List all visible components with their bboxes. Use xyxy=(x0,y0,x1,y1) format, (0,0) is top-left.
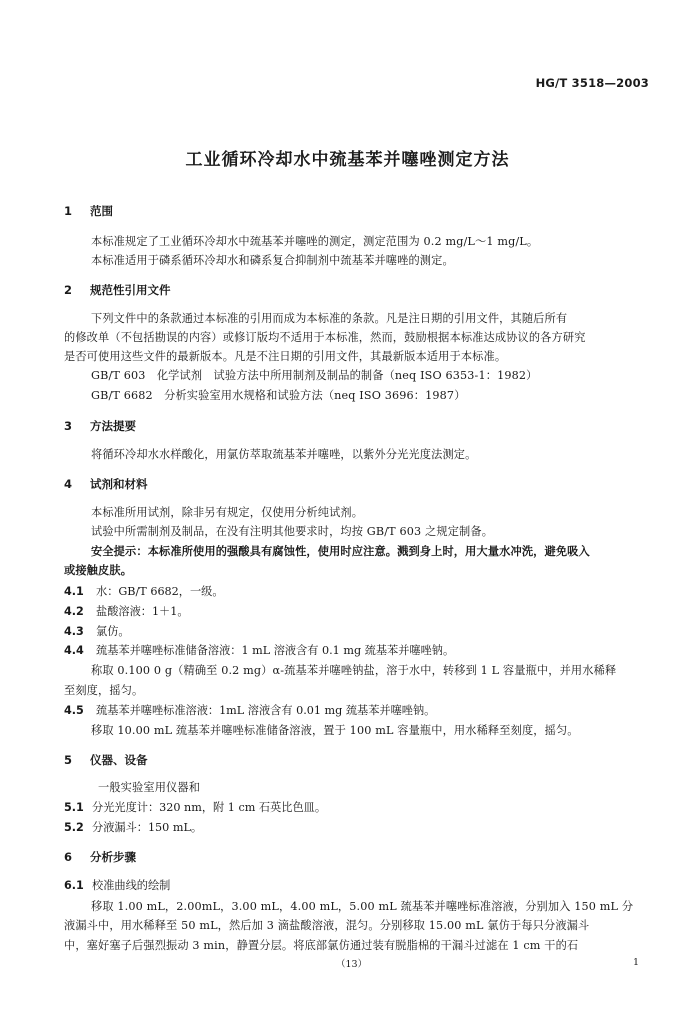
section-number: 3 xyxy=(64,419,73,433)
paragraph: 本标准适用于磷系循环冷却水和磷系复合抑制剂中巯基苯并噻唑的测定。 xyxy=(91,254,454,267)
section-6-heading xyxy=(64,849,136,865)
document-title: 工业循环冷却水中巯基苯并噻唑测定方法 xyxy=(185,150,510,170)
section-4-heading xyxy=(64,476,148,492)
clause-text: 巯基苯并噻唑标准溶液：1mL 溶液含有 0.01 mg 巯基苯并噻唑钠。 xyxy=(96,704,436,717)
footer-page-code: （13） xyxy=(336,959,368,970)
paragraph: 本标准规定了工业循环冷却水中巯基苯并噻唑的测定，测定范围为 0.2 mg/L～1 mg/L。 xyxy=(91,235,539,248)
clause-number: 4.5 xyxy=(64,704,84,717)
reference-item: GB/T 603 化学试剂 试验方法中所用制剂及制品的制备（neq ISO 6353-1：1982） xyxy=(91,369,538,382)
section-1-heading xyxy=(64,203,113,219)
section-number: 1 xyxy=(64,204,73,218)
page-number: 1 xyxy=(633,957,640,968)
clause-4-1 xyxy=(64,583,224,599)
paragraph: 移取 10.00 mL 巯基苯并噻唑标准储备溶液，置于 100 mL 容量瓶中，用水稀释至刻度，摇匀。 xyxy=(91,724,579,737)
clause-6-1 xyxy=(64,877,170,893)
standard-number: HG/T 3518—2003 xyxy=(535,76,649,90)
paragraph-line: 的修改单（不包括勘误的内容）或修订版均不适用于本标准，然而，鼓励根据本标准达成协议的各方研究 xyxy=(64,331,586,344)
clause-number: 4.1 xyxy=(64,585,84,598)
paragraph: 本标准所用试剂，除非另有规定，仅使用分析纯试剂。 xyxy=(91,506,364,519)
paragraph: 一般实验室用仪器和 xyxy=(98,781,201,794)
clause-4-3 xyxy=(64,623,130,639)
section-title: 分析步骤 xyxy=(90,850,136,864)
section-title: 试剂和材料 xyxy=(90,477,148,491)
paragraph: 将循环冷却水水样酸化，用氯仿萃取巯基苯并噻唑，以紫外分光光度法测定。 xyxy=(91,448,477,461)
section-number: 2 xyxy=(64,283,73,297)
clause-number: 6.1 xyxy=(64,879,84,892)
clause-4-4 xyxy=(64,642,454,658)
section-title: 规范性引用文件 xyxy=(90,283,171,297)
paragraph-line: 中，塞好塞子后强烈振动 3 min，静置分层。将底部氯仿通过装有脱脂棉的干漏斗过滤在 1 cm 干的石 xyxy=(64,939,579,952)
paragraph-line: 称取 0.100 0 g（精确至 0.2 mg）α-巯基苯并噻唑钠盐，溶于水中，转移到 1 L 容量瓶中，并用水稀释 xyxy=(91,664,617,677)
safety-note: 或接触皮肤。 xyxy=(64,563,133,577)
clause-text: 分光光度计：320 nm，附 1 cm 石英比色皿。 xyxy=(92,801,327,814)
safety-note: 安全提示：本标准所使用的强酸具有腐蚀性，使用时应注意。溅到身上时，用大量水冲洗，避免吸入 xyxy=(91,544,590,558)
section-3-heading xyxy=(64,418,136,434)
clause-number: 5.1 xyxy=(64,801,84,814)
clause-text: 校准曲线的绘制 xyxy=(92,879,171,892)
clause-5-2 xyxy=(64,819,202,835)
clause-number: 4.3 xyxy=(64,625,84,638)
section-5-heading xyxy=(64,752,148,768)
section-title: 范围 xyxy=(90,204,113,218)
paragraph-line: 移取 1.00 mL，2.00mL，3.00 mL，4.00 mL，5.00 mL 巯基苯并噻唑标准溶液，分别加入 150 mL 分 xyxy=(91,900,634,913)
paragraph-line: 下列文件中的条款通过本标准的引用而成为本标准的条款。凡是注日期的引用文件，其随后所有 xyxy=(91,312,568,325)
section-number: 5 xyxy=(64,753,73,767)
section-number: 6 xyxy=(64,850,73,864)
clause-text: 水：GB/T 6682，一级。 xyxy=(96,585,224,598)
clause-5-1 xyxy=(64,799,326,815)
paragraph-line: 至刻度，摇匀。 xyxy=(64,684,144,697)
clause-text: 巯基苯并噻唑标准储备溶液：1 mL 溶液含有 0.1 mg 巯基苯并噻唑钠。 xyxy=(96,644,455,657)
paragraph: 试验中所需制剂及制品，在没有注明其他要求时，均按 GB/T 603 之规定制备。 xyxy=(91,525,494,538)
section-title: 仪器、设备 xyxy=(90,753,148,767)
reference-item: GB/T 6682 分析实验室用水规格和试验方法（neq ISO 3696：1987） xyxy=(91,389,466,402)
clause-number: 5.2 xyxy=(64,821,84,834)
section-number: 4 xyxy=(64,477,73,491)
clause-text: 氯仿。 xyxy=(96,625,130,638)
section-title: 方法提要 xyxy=(90,419,136,433)
clause-4-5 xyxy=(64,702,435,718)
section-2-heading xyxy=(64,282,171,298)
clause-text: 盐酸溶液：1＋1。 xyxy=(96,605,189,618)
clause-text: 分液漏斗：150 mL。 xyxy=(92,821,203,834)
clause-number: 4.4 xyxy=(64,644,84,657)
paragraph-line: 液漏斗中，用水稀释至 50 mL，然后加 3 滴盐酸溶液，混匀。分别移取 15.00 mL 氯仿于每只分液漏斗 xyxy=(64,919,590,932)
clause-number: 4.2 xyxy=(64,605,84,618)
paragraph-line: 是否可使用这些文件的最新版本。凡是不注日期的引用文件，其最新版本适用于本标准。 xyxy=(64,350,507,363)
clause-4-2 xyxy=(64,603,189,619)
